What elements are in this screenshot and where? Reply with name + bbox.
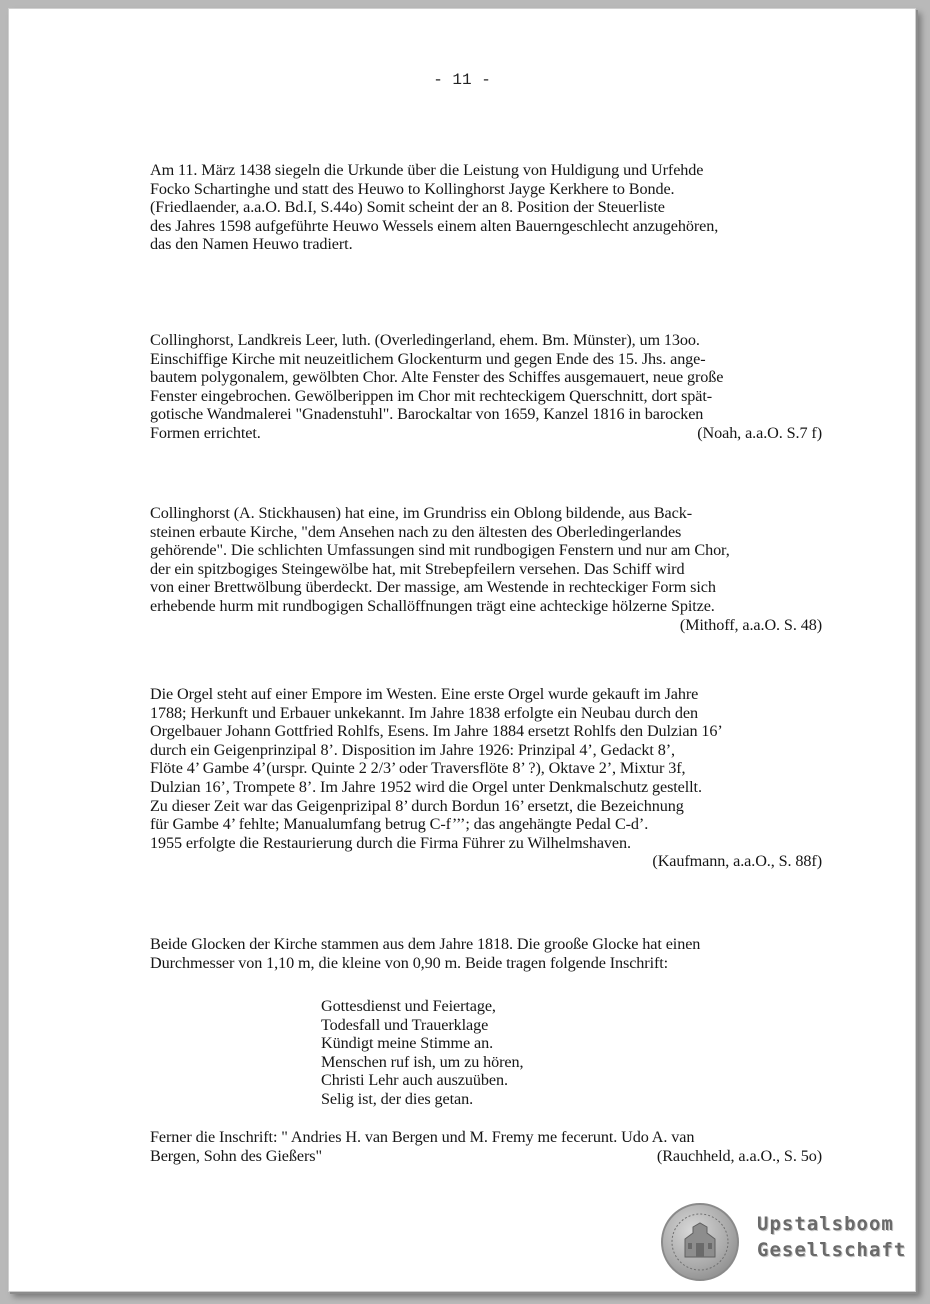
text-line: Einschiffige Kirche mit neuzeitlichem Glockenturm und gegen Ende des 15. Jhs. ange-: [150, 349, 706, 368]
text-line: Durchmesser von 1,10 m, die kleine von 0,90 m. Beide tragen folgende Inschrift:: [150, 953, 669, 972]
text-line: 1955 erfolgte die Restaurierung durch die Firma Führer zu Wilhelmshaven.: [150, 833, 631, 852]
poem-line: Selig ist, der dies getan.: [321, 1089, 474, 1108]
text-line: Flöte 4’ Gambe 4’(urspr. Quinte 2 2/3’ oder Traversflöte 8’ ?), Oktave 2’, Mixtur 3f,: [150, 759, 686, 778]
text-line: erhebende hurm mit rundbogigen Schallöffnungen trägt eine achteckige hölzerne Spitze.: [150, 596, 715, 615]
text-line: (Friedlaender, a.a.O. Bd.I, S.44o) Somit scheint der an 8. Position der Steuerliste: [150, 198, 665, 217]
text-line: des Jahres 1598 aufgeführte Heuwo Wessels einem alten Bauerngeschlecht anzugehören,: [150, 216, 719, 235]
paragraph-church-description: [150, 331, 822, 443]
text-line: Orgelbauer Johann Gottfried Rohlfs, Esens. Im Jahre 1884 ersetzt Rohlfs den Dulzian 16’: [150, 722, 723, 741]
text-line: Formen errichtet.: [150, 423, 261, 442]
text-line: bautem polygonalem, gewölbten Chor. Alte Fenster des Schiffes ausgemauert, neue große: [150, 368, 724, 387]
logo-line: Gesellschaft: [757, 1239, 907, 1261]
citation: (Rauchheld, a.a.O., S. 5o): [656, 1146, 822, 1165]
logo-text: [757, 1211, 906, 1263]
text-line: Am 11. März 1438 siegeln die Urkunde über die Leistung von Huldigung und Urfehde: [150, 161, 704, 179]
seal-icon: [661, 1203, 739, 1281]
logo-line: Upstalsboom: [757, 1213, 894, 1235]
paragraph-mithoff: [150, 504, 822, 634]
text-line: durch ein Geigenprinzipal 8’. Disposition im Jahre 1926: Prinzipal 4’, Gedackt 8’,: [150, 740, 675, 759]
text-line: Fenster eingebrochen. Gewölberippen im Chor mit rechteckigem Querschnitt, dort spät-: [150, 386, 713, 405]
paragraph-further-inscription: [150, 1128, 822, 1165]
text-line: das den Namen Heuwo tradiert.: [150, 235, 353, 254]
text-line: Focko Schartinghe und statt des Heuwo to Kollinghorst Jayge Kerkhere to Bonde.: [150, 179, 675, 198]
page-number: - 11 -: [433, 71, 491, 89]
text-line: steinen erbaute Kirche, "dem Ansehen nach zu den ältesten des Oberledingerlandes: [150, 522, 682, 541]
text-line: für Gambe 4’ fehlte; Manualumfang betrug C-f’’’; das angehängte Pedal C-d’.: [150, 815, 649, 834]
text-line: Ferner die Inschrift: " Andries H. van Bergen und M. Fremy me fecerunt. Udo A. van: [150, 1128, 695, 1146]
poem-line: Gottesdienst und Feiertage,: [321, 997, 496, 1015]
text-line: der ein spitzbogiges Steingewölbe hat, mit Strebepfeilern versehen. Das Schiff wird: [150, 559, 685, 578]
poem-line: Kündigt meine Stimme an.: [321, 1034, 494, 1053]
upstalsboom-logo: [661, 1203, 913, 1283]
paragraph-bells: [150, 935, 822, 972]
bell-inscription-poem: [321, 997, 523, 1109]
text-line: Dulzian 16’, Trompete 8’. Im Jahre 1952 wird die Orgel unter Denkmalschutz gestellt.: [150, 777, 702, 796]
poem-line: Menschen ruf ish, um zu hören,: [321, 1052, 524, 1071]
text-line-with-citation: [150, 1147, 822, 1166]
text-line: von einer Brettwölbung überdeckt. Der massige, am Westende in rechteckiger Form sich: [150, 578, 716, 597]
document-page: [8, 8, 916, 1292]
citation: (Noah, a.a.O. S.7 f): [697, 423, 822, 442]
text-line-with-citation: [150, 424, 822, 443]
text-line: 1788; Herkunft und Erbauer unkekannt. Im Jahre 1838 erfolgte ein Neubau durch den: [150, 703, 698, 722]
poem-line: Christi Lehr auch auszuüben.: [321, 1071, 508, 1090]
poem-line: Todesfall und Trauerklage: [321, 1015, 489, 1034]
text-line: Beide Glocken der Kirche stammen aus dem Jahre 1818. Die grooße Glocke hat einen: [150, 935, 701, 953]
paragraph-organ: [150, 685, 822, 871]
text-line: gotische Wandmalerei "Gnadenstuhl". Barockaltar von 1659, Kanzel 1816 in barocken: [150, 405, 704, 424]
text-line: Zu dieser Zeit war das Geigenprizipal 8’ durch Bordun 16’ ersetzt, die Bezeichnung: [150, 796, 684, 815]
text-line: gehörende". Die schlichten Umfassungen sind mit rundbogigen Fenstern und nur am Chor,: [150, 541, 730, 560]
citation: (Mithoff, a.a.O. S. 48): [679, 615, 822, 634]
text-line: Collinghorst (A. Stickhausen) hat eine, im Grundriss ein Oblong bildende, aus Back-: [150, 504, 692, 522]
text-line: Collinghorst, Landkreis Leer, luth. (Overledingerland, ehem. Bm. Münster), um 13oo.: [150, 331, 700, 349]
text-line: Die Orgel steht auf einer Empore im Westen. Eine erste Orgel wurde gekauft im Jahre: [150, 685, 699, 703]
paragraph-huldigung: [150, 161, 718, 254]
citation: (Kaufmann, a.a.O., S. 88f): [652, 852, 822, 871]
text-line: Bergen, Sohn des Gießers": [150, 1146, 322, 1165]
